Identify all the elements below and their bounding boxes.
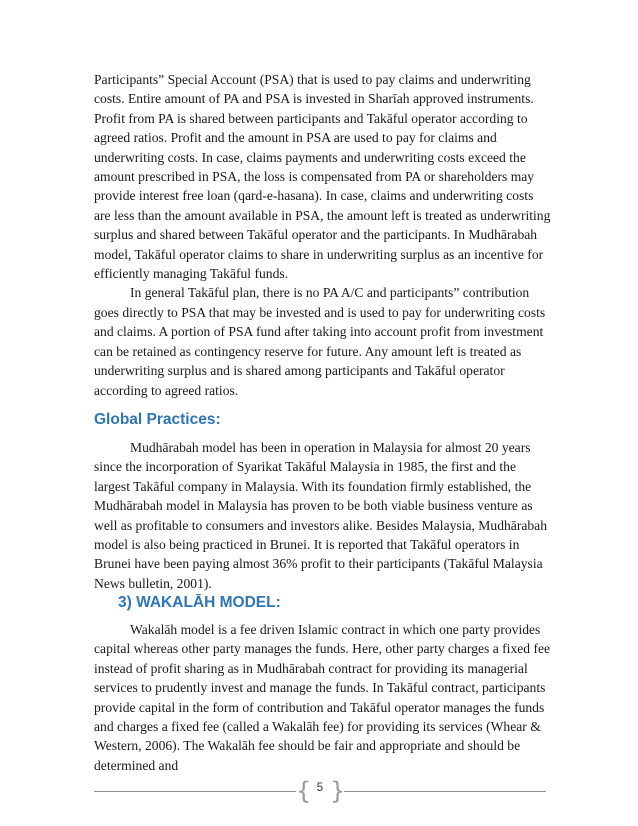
paragraph-psa-explanation: Participants” Special Account (PSA) that is used to pay claims and underwriting costs. Entire amount of PA and PSA is invested in Sharīah approved instruments. Profit from PA is shared between participants and Takāful operator according to agreed ratios. Profit and the amount in PSA are used to pay for claims and underwriting costs. In case, claims payments and underwriting costs exceed the amount prescribed in PSA, the loss is compensated from PA or shareholders may provide interest free loan (qard-e-hasana). In case, claims and underwriting costs are less than the amount available in PSA, the amount left is treated as underwriting surplus and shared between Takāful operator and the participants. In Mudhārabah model, Takāful operator claims to share in underwriting surplus as an incentive for efficiently managing Takāful funds. — [94, 72, 551, 282]
body-section-psa — [94, 70, 552, 400]
heading-wakalah-model: 3) WAKALĀH MODEL: — [118, 594, 281, 611]
paragraph-global-practices: Mudhārabah model has been in operation in Malaysia for almost 20 years since the incorporation of Syarikat Takāful Malaysia in 1985, the first and the largest Takāful company in Malaysia. With its foundation firmly established, the Mudhārabah model in Malaysia has proven to be both viable business venture as well as profitable to consumers and investors alike. Besides Malaysia, Mudhārabah model is also being practiced in Brunei. It is reported that Takāful operators in Brunei have been paying almost 36% profit to their participants (Takāful Malaysia News bulletin, 2001). — [94, 440, 548, 591]
paragraph-wakalah-model: Wakalāh model is a fee driven Islamic contract in which one party provides capital whereas other party manages the funds. Here, other party charges a fixed fee instead of profit sharing as in Mudhārabah contract for providing its managerial services to prudently invest and manage the funds. In Takāful contract, participants provide capital in the form of contribution and Takāful operator manages the funds and charges a fixed fee (called a Wakalāh fee) for providing its services (Whear & Western, 2006). The Wakalāh fee should be fair and appropriate and should be determined and — [94, 622, 551, 773]
footer-left-brace-icon: { — [296, 777, 312, 805]
page-number: 5 — [316, 782, 324, 794]
heading-global-practices: Global Practices: — [94, 411, 221, 428]
paragraph-general-takaful-plan: In general Takāful plan, there is no PA A/C and participants” contribution goes directly to PSA that may be invested and is used to pay for underwriting costs and claims. A portion of PSA fund after taking into account profit from investment can be retained as contingency reserve for future. Any amount left is treated as underwriting surplus and is shared among participants and Takāful operator according to agreed ratios. — [94, 285, 546, 398]
footer-rule-left — [94, 791, 296, 792]
body-section-global-practices — [94, 438, 552, 593]
body-section-wakalah — [94, 620, 552, 775]
footer-right-brace-icon: } — [330, 777, 346, 805]
footer-rule-right — [344, 791, 546, 792]
